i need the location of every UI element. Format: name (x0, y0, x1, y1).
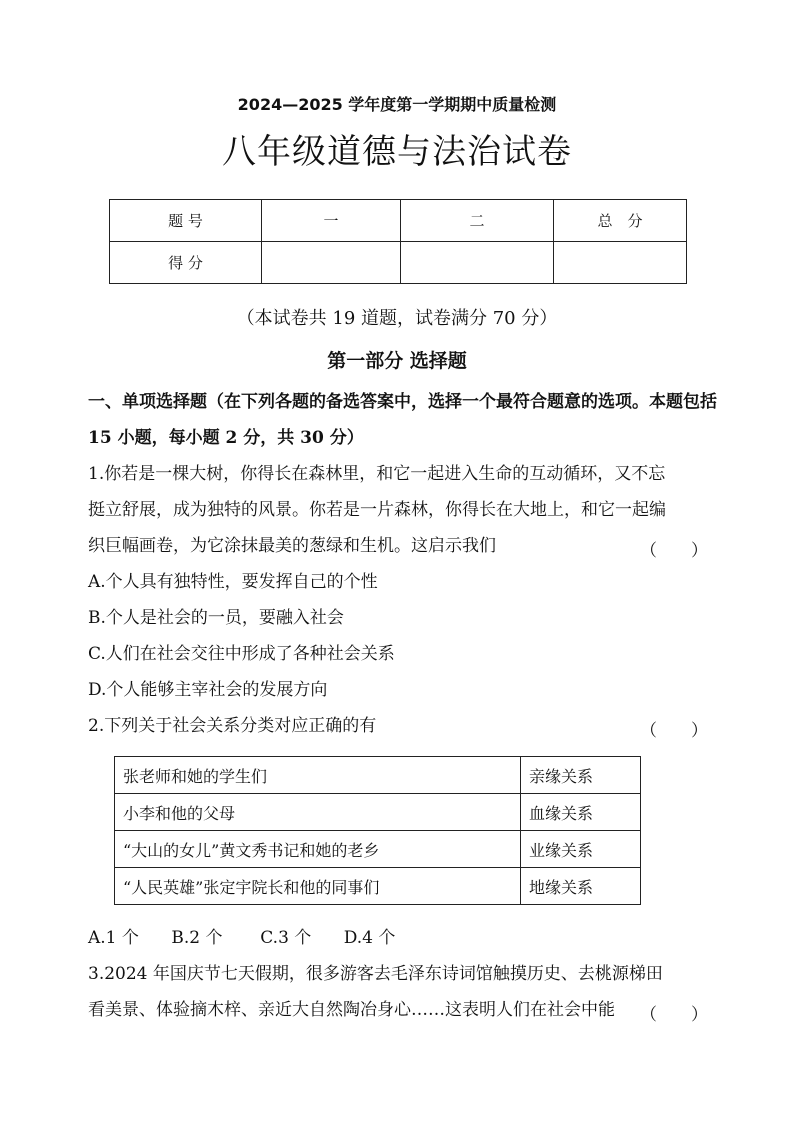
score-cell-blank (401, 242, 554, 284)
table-row (115, 757, 641, 794)
score-cell-part-two: 二 (401, 200, 554, 242)
relation-type: 血缘关系 (521, 794, 641, 831)
score-cell-label: 得 分 (110, 242, 262, 284)
relation-pair: 张老师和她的学生们 (115, 757, 521, 794)
relation-type: 亲缘关系 (521, 757, 641, 794)
score-cell-total: 总 分 (554, 200, 687, 242)
relation-type: 业缘关系 (521, 831, 641, 868)
question-2-stem: 2.下列关于社会关系分类对应正确的有 (88, 716, 377, 736)
score-table-header-row (110, 200, 687, 242)
question-1-line-3: 织巨幅画卷，为它涂抹最美的葱绿和生机。这启示我们 (88, 536, 496, 556)
exam-notice: （本试卷共 19 道题，试卷满分 70 分） (236, 308, 558, 329)
table-row (115, 868, 641, 905)
exam-title: 八年级道德与法治试卷 (222, 132, 572, 172)
score-table-score-row (110, 242, 687, 284)
relation-type: 地缘关系 (521, 868, 641, 905)
question-3-line-1: 3.2024 年国庆节七天假期，很多游客去毛泽东诗词馆触摸历史、去桃源梯田 (88, 964, 663, 984)
exam-subtitle: 2024—2025 学年度第一学期期中质量检测 (237, 95, 557, 114)
relation-pair: “人民英雄”张定宇院长和他的同事们 (115, 868, 521, 905)
table-row (115, 831, 641, 868)
question-1-option-d: D.个人能够主宰社会的发展方向 (88, 680, 328, 700)
part-title: 第一部分 选择题 (327, 350, 467, 372)
answer-paren: （ ） (640, 1005, 708, 1025)
relation-table (114, 756, 641, 905)
score-cell-part-one: 一 (262, 200, 401, 242)
score-cell-question-no: 题 号 (110, 200, 262, 242)
question-3-line-2: 看美景、体验摘木梓、亲近大自然陶冶身心……这表明人们在社会中能 (88, 1000, 615, 1020)
relation-pair: “大山的女儿”黄文秀书记和她的老乡 (115, 831, 521, 868)
score-cell-blank (262, 242, 401, 284)
section-title: 一、单项选择题（在下列各题的备选答案中，选择一个最符合题意的选项。本题包括 15 小题，每小题 2 分，共 30 分） (88, 392, 717, 448)
score-cell-blank (554, 242, 687, 284)
relation-pair: 小李和他的父母 (115, 794, 521, 831)
answer-paren: （ ） (640, 721, 708, 741)
question-1-option-b: B.个人是社会的一员，要融入社会 (88, 608, 344, 628)
question-1-option-a: A.个人具有独特性，要发挥自己的个性 (88, 572, 378, 592)
question-1-line-2: 挺立舒展，成为独特的风景。你若是一片森林，你得长在大地上，和它一起编 (88, 500, 666, 520)
question-1-line-1: 1.你若是一棵大树，你得长在森林里，和它一起进入生命的互动循环，又不忘 (88, 464, 666, 484)
score-table (109, 199, 687, 284)
answer-paren: （ ） (640, 541, 708, 561)
table-row (115, 794, 641, 831)
question-1-option-c: C.人们在社会交往中形成了各种社会关系 (88, 644, 395, 664)
question-2-options: A.1 个 B.2 个 C.3 个 D.4 个 (88, 928, 396, 948)
